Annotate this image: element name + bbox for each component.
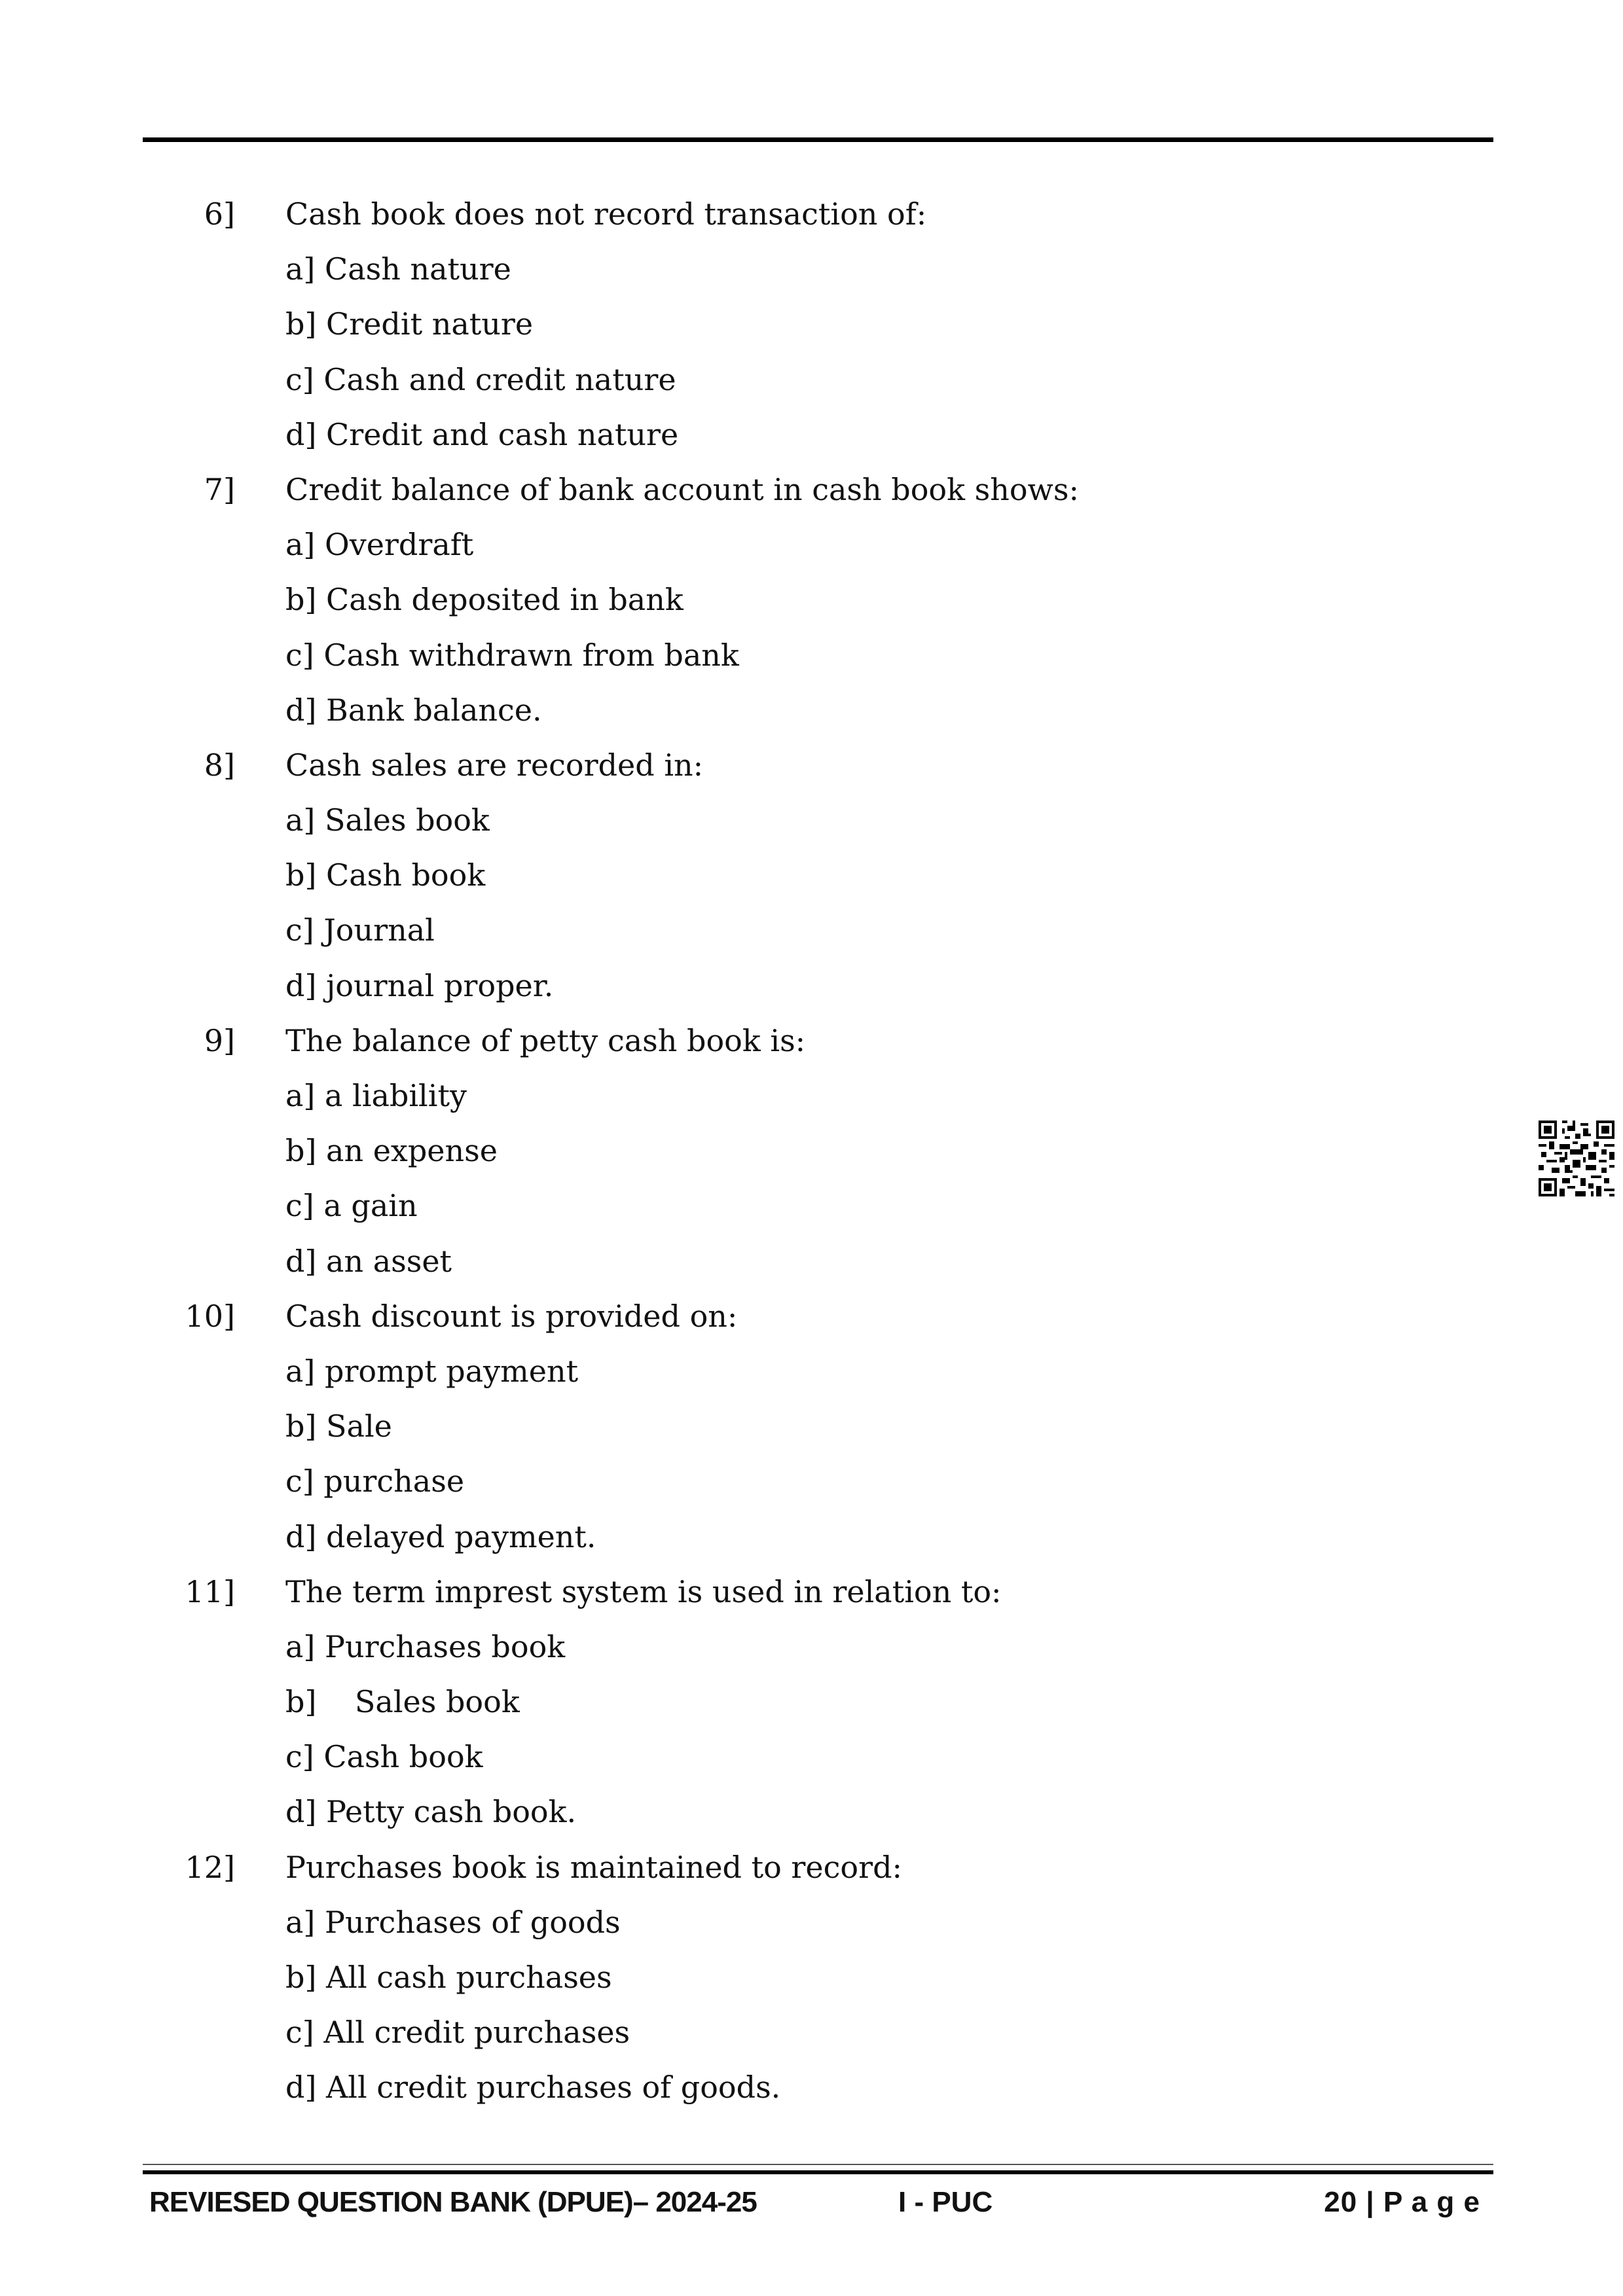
option-text: b] Sale bbox=[285, 1408, 392, 1444]
question-11 bbox=[0, 1564, 1623, 1619]
question-number: 8] bbox=[204, 747, 235, 783]
option bbox=[0, 1454, 1623, 1509]
question-text: The balance of petty cash book is: bbox=[285, 1022, 806, 1058]
footer-rule bbox=[143, 2170, 1493, 2174]
option bbox=[0, 628, 1623, 683]
footer bbox=[0, 2179, 1623, 2225]
option-text: a] prompt payment bbox=[285, 1353, 579, 1389]
option bbox=[0, 296, 1623, 351]
option bbox=[0, 1123, 1623, 1178]
option-text: c] Journal bbox=[285, 912, 435, 948]
option-text: d] All credit purchases of goods. bbox=[285, 2070, 781, 2106]
option bbox=[0, 1619, 1623, 1674]
option-text: a] Sales book bbox=[285, 802, 490, 838]
question-number: 7] bbox=[204, 471, 235, 507]
page-number: 20 | P a g e bbox=[1324, 2186, 1480, 2218]
option-text: d] journal proper. bbox=[285, 967, 554, 1003]
option-text: c] Cash and credit nature bbox=[285, 361, 676, 397]
header-rule bbox=[143, 137, 1493, 142]
option bbox=[0, 1729, 1623, 1784]
option-text: a] Overdraft bbox=[285, 527, 474, 563]
question-6 bbox=[0, 187, 1623, 242]
option-text: c] All credit purchases bbox=[285, 2015, 630, 2051]
option bbox=[0, 958, 1623, 1013]
option-text: d] Petty cash book. bbox=[285, 1794, 577, 1830]
option-text: a] a liability bbox=[285, 1078, 467, 1113]
option-text: a] Purchases of goods bbox=[285, 1904, 621, 1940]
question-number: 6] bbox=[204, 196, 235, 232]
question-text: Cash sales are recorded in: bbox=[285, 747, 704, 783]
option-text: b] an expense bbox=[285, 1133, 498, 1169]
question-text: The term imprest system is used in relation to: bbox=[285, 1573, 1002, 1609]
question-list bbox=[0, 187, 1623, 2115]
option bbox=[0, 903, 1623, 958]
option bbox=[0, 1674, 1623, 1729]
option bbox=[0, 572, 1623, 627]
option-text: d] Bank balance. bbox=[285, 692, 542, 728]
option-text: b] All cash purchases bbox=[285, 1960, 612, 1995]
option bbox=[0, 683, 1623, 738]
option-text: c] a gain bbox=[285, 1188, 418, 1224]
option bbox=[0, 2005, 1623, 2060]
question-text: Cash book does not record transaction of: bbox=[285, 196, 927, 232]
option-text: b] Credit nature bbox=[285, 306, 534, 342]
question-7 bbox=[0, 462, 1623, 517]
question-text: Cash discount is provided on: bbox=[285, 1298, 738, 1334]
option bbox=[0, 517, 1623, 572]
question-text: Purchases book is maintained to record: bbox=[285, 1849, 903, 1885]
option-text: c] Cash book bbox=[285, 1739, 483, 1775]
option bbox=[0, 1950, 1623, 2005]
question-number: 11] bbox=[185, 1573, 235, 1609]
option bbox=[0, 2060, 1623, 2115]
qr-code-icon bbox=[1539, 1121, 1614, 1196]
question-text: Credit balance of bank account in cash book shows: bbox=[285, 471, 1079, 507]
option bbox=[0, 848, 1623, 903]
option-text: d] an asset bbox=[285, 1243, 452, 1279]
option-text: b] Cash deposited in bank bbox=[285, 582, 684, 618]
question-8 bbox=[0, 738, 1623, 793]
option-text: d] Credit and cash nature bbox=[285, 416, 679, 452]
option-text: c] purchase bbox=[285, 1463, 465, 1499]
option bbox=[0, 793, 1623, 848]
option bbox=[0, 1784, 1623, 1839]
footer-rule-thin bbox=[143, 2164, 1493, 2165]
option bbox=[0, 1509, 1623, 1564]
option bbox=[0, 242, 1623, 296]
option bbox=[0, 1178, 1623, 1233]
option bbox=[0, 1344, 1623, 1399]
footer-title: REVIESED QUESTION BANK (DPUE)– 2024-25 bbox=[149, 2186, 757, 2218]
option-text: a] Cash nature bbox=[285, 251, 511, 287]
option bbox=[0, 1895, 1623, 1950]
option-text: d] delayed payment. bbox=[285, 1518, 596, 1554]
footer-class: I - PUC bbox=[898, 2186, 993, 2218]
option-text: a] Purchases book bbox=[285, 1628, 566, 1664]
option bbox=[0, 1399, 1623, 1454]
option bbox=[0, 407, 1623, 462]
option bbox=[0, 1068, 1623, 1123]
question-number: 12] bbox=[185, 1849, 235, 1885]
option-text: b] Cash book bbox=[285, 857, 486, 893]
option bbox=[0, 1234, 1623, 1289]
option bbox=[0, 352, 1623, 407]
question-number: 10] bbox=[185, 1298, 235, 1334]
option-text: b] Sales book bbox=[285, 1684, 520, 1720]
question-number: 9] bbox=[204, 1022, 235, 1058]
question-10 bbox=[0, 1289, 1623, 1344]
option-text: c] Cash withdrawn from bank bbox=[285, 637, 739, 673]
question-9 bbox=[0, 1013, 1623, 1068]
question-12 bbox=[0, 1840, 1623, 1895]
